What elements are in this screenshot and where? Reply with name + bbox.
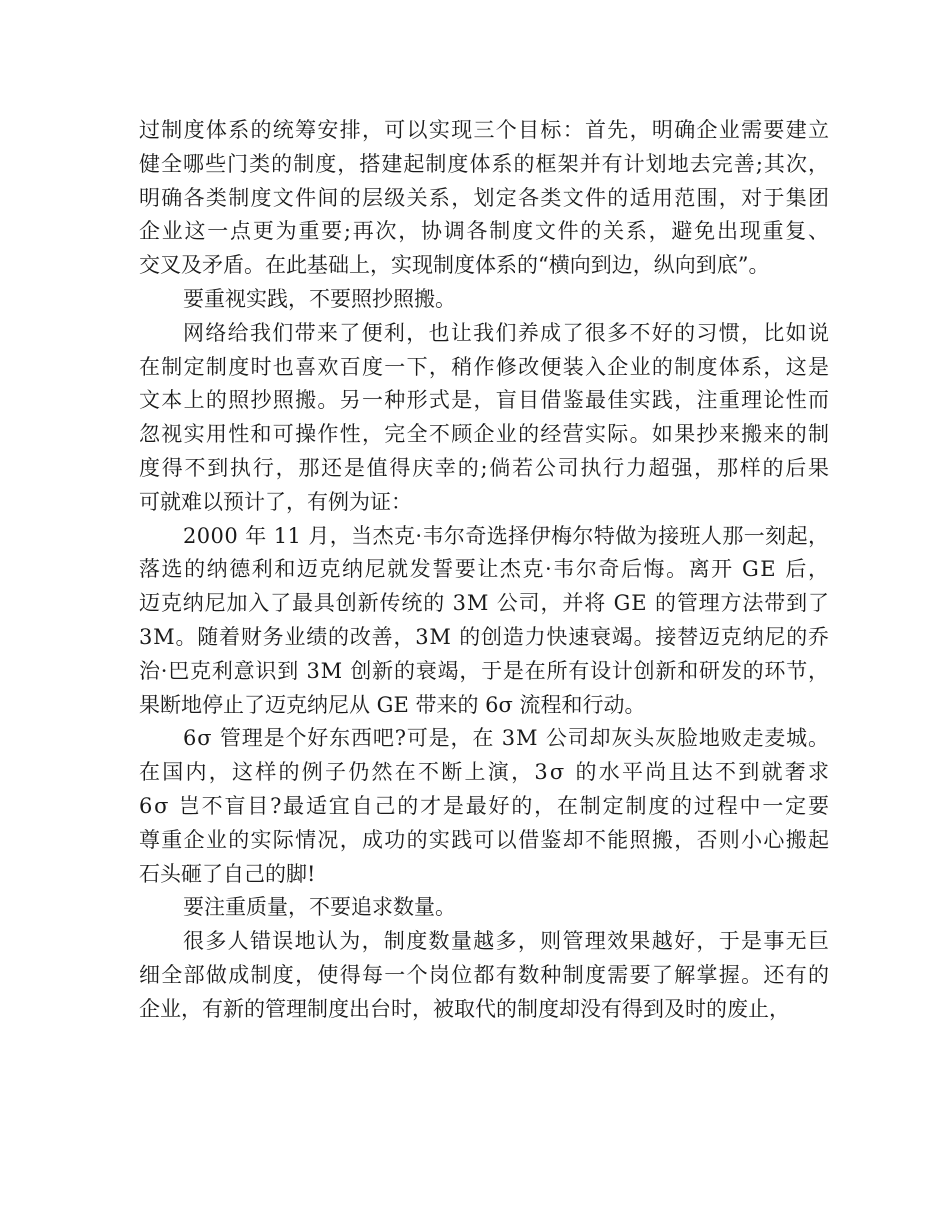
text-line: 文本上的照抄照搬。另一种形式是，盲目借鉴最佳实践，注重理论性而 xyxy=(139,388,831,413)
text-line: 石头砸了自己的脚! xyxy=(139,861,316,886)
text-line: 6σ 管理是个好东西吧?可是，在 3M 公司却灰头灰脸地败走麦城。 xyxy=(183,726,830,751)
text-line: 企业，有新的管理制度出台时，被取代的制度却没有得到及时的废止， xyxy=(139,996,790,1021)
text-line: 6σ 岂不盲目?最适宜自己的才是最好的，在制定制度的过程中一定要 xyxy=(139,793,831,818)
text-line: 忽视实用性和可操作性，完全不顾企业的经营实际。如果抄来搬来的制 xyxy=(139,422,831,447)
text-line: 2000 年 11 月，当杰克·韦尔奇选择伊梅尔特做为接班人那一刻起， xyxy=(183,523,830,548)
text-line: 落选的纳德利和迈克纳尼就发誓要让杰克·韦尔奇后悔。离开 GE 后， xyxy=(139,557,831,582)
text-line: 要注重质量，不要追求数量。 xyxy=(183,895,456,920)
text-line: 很多人错误地认为，制度数量越多，则管理效果越好，于是事无巨 xyxy=(183,929,831,954)
text-line: 3M。随着财务业绩的改善，3M 的创造力快速衰竭。接替迈克纳尼的乔 xyxy=(139,624,830,649)
text-line: 网络给我们带来了便利，也让我们养成了很多不好的习惯，比如说 xyxy=(183,320,831,345)
text-line: 果断地停止了迈克纳尼从 GE 带来的 6σ 流程和行动。 xyxy=(139,692,646,717)
text-line: 要重视实践，不要照抄照搬。 xyxy=(183,286,456,311)
text-line: 尊重企业的实际情况，成功的实践可以借鉴却不能照搬，否则小心搬起 xyxy=(139,827,831,852)
text-line: 在国内，这样的例子仍然在不断上演，3σ 的水平尚且达不到就奢求 xyxy=(139,760,832,785)
text-line: 明确各类制度文件间的层级关系，划定各类文件的适用范围，对于集团 xyxy=(139,185,831,210)
text-line: 度得不到执行，那还是值得庆幸的;倘若公司执行力超强，那样的后果 xyxy=(139,455,831,480)
text-line: 过制度体系的统筹安排，可以实现三个目标：首先，明确企业需要建立 xyxy=(139,118,831,142)
text-line: 可就难以预计了，有例为证： xyxy=(139,489,412,514)
text-line: 健全哪些门类的制度，搭建起制度体系的框架并有计划地去完善;其次， xyxy=(139,151,831,176)
text-line: 交叉及矛盾。在此基础上，实现制度体系的“横向到边，纵向到底”。 xyxy=(139,253,770,278)
text-line: 迈克纳尼加入了最具创新传统的 3M 公司，并将 GE 的管理方法带到了 xyxy=(139,591,830,616)
document-body-text xyxy=(139,114,832,1027)
text-line: 细全部做成制度，使得每一个岗位都有数种制度需要了解掌握。还有的 xyxy=(139,962,831,987)
text-line: 在制定制度时也喜欢百度一下，稍作修改便装入企业的制度体系，这是 xyxy=(139,354,831,379)
text-line: 企业这一点更为重要;再次，协调各制度文件的关系，避免出现重复、 xyxy=(139,219,831,244)
text-line: 治·巴克利意识到 3M 创新的衰竭，于是在所有设计创新和研发的环节， xyxy=(139,658,830,683)
